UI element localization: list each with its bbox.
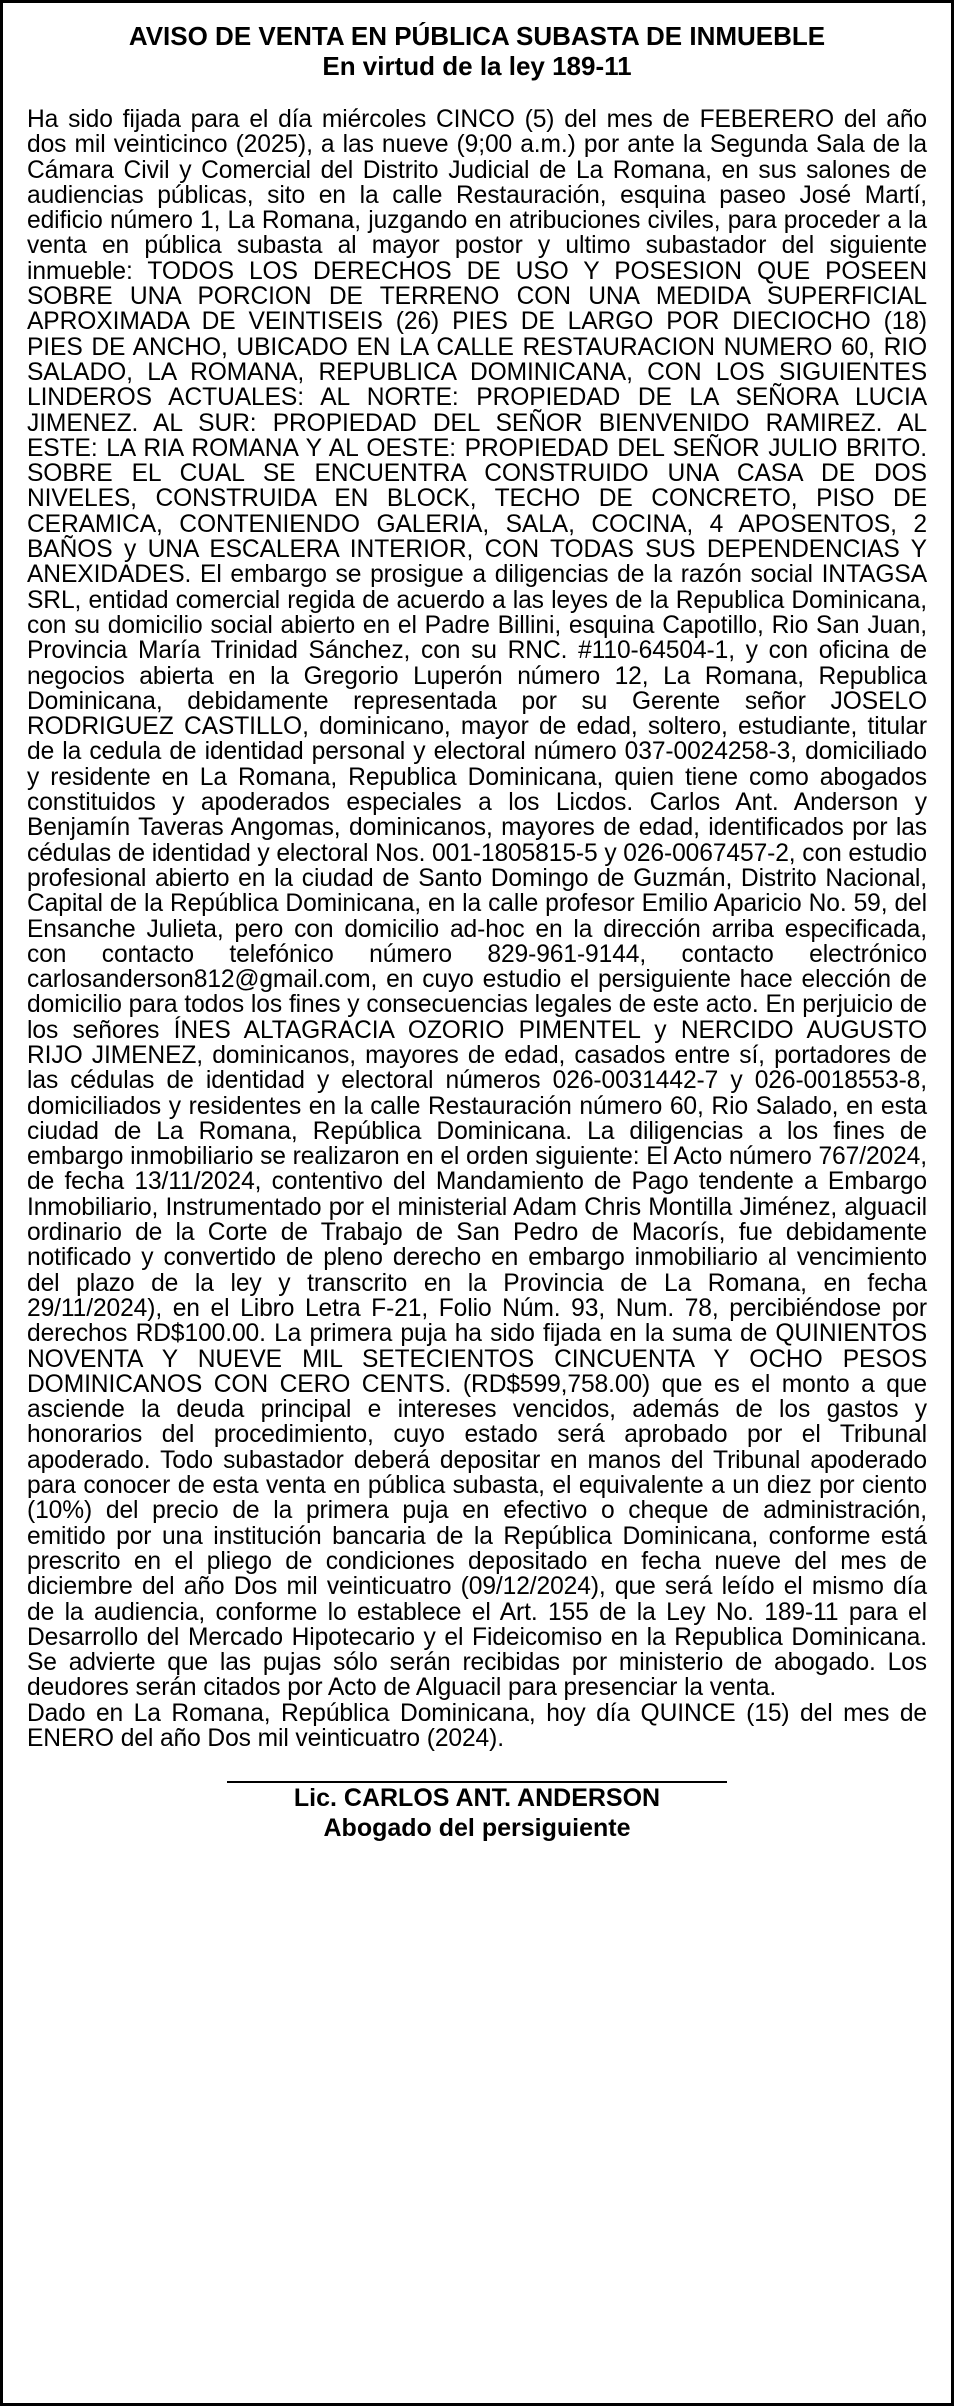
- signature-block: [27, 1781, 927, 1843]
- signature-role: Abogado del persiguiente: [323, 1814, 631, 1843]
- notice-title: AVISO DE VENTA EN PÚBLICA SUBASTA DE INMUEBLE: [128, 21, 826, 51]
- notice-subtitle: En virtud de la ley 189-11: [322, 51, 632, 81]
- notice-paragraph-date: Dado en La Romana, República Dominicana, hoy día QUINCE (15) del mes de ENERO del año Dos mil veinticuatro (2024).: [27, 1699, 927, 1752]
- notice-body: [27, 107, 927, 1751]
- notice-heading: [27, 21, 927, 81]
- signature-name: Lic. CARLOS ANT. ANDERSON: [293, 1784, 661, 1813]
- notice-paragraph-main: Ha sido fijada para el día miércoles CINCO (5) del mes de FEBERERO del año dos mil veinticinco (2025), a las nueve (9;00 a.m.) por ante la Segunda Sala de la Cámara Civil y Comercial del Distrito Judicial de La Romana, en sus salones de audiencias públicas, sito en la calle Restauración, esquina paseo José Martí, edificio número 1, La Romana, juzgando en atribuciones civiles, para proceder a la venta en pública subasta al mayor postor y ultimo subastador del siguiente inmueble: TODOS LOS DERECHOS DE USO Y POSESION QUE POSEEN SOBRE UNA PORCION DE TERRENO CON UNA MEDIDA SUPERFICIAL APROXIMADA DE VEINTISEIS (26) PIES DE LARGO POR DIECIOCHO (18) PIES DE ANCHO, UBICADO EN LA CALLE RESTAURACION NUMERO 60, RIO SALADO, LA ROMANA, REPUBLICA DOMINICANA, CON LOS SIGUIENTES LINDEROS ACTUALES: AL NORTE: PROPIEDAD DE LA SEÑORA LUCIA JIMENEZ. AL SUR: PROPIEDAD DEL SEÑOR BIENVENIDO RAMIREZ. AL ESTE: LA RIA ROMANA Y AL OESTE: PROPIEDAD DEL SEÑOR JULIO BRITO. SOBRE EL CUAL SE ENCUENTRA CONSTRUIDO UNA CASA DE DOS NIVELES, CONSTRUIDA EN BLOCK, TECHO DE CONCRETO, PISO DE CERAMICA, CONTENIENDO GALERIA, SALA, COCINA, 4 APOSENTOS, 2 BAÑOS y UNA ESCALERA INTERIOR, CON TODAS SUS DEPENDENCIAS Y ANEXIDADES. El embargo se prosigue a diligencias de la razón social INTAGSA SRL, entidad comercial regida de acuerdo a las leyes de la Republica Dominicana, con su domicilio social abierto en el Padre Billini, esquina Capotillo, Rio San Juan, Provincia María Trinidad Sánchez, con su RNC. #110-64504-1, y con oficina de negocios abierta en la Gregorio Luperón número 12, La Romana, Republica Dominicana, debidamente representada por su Gerente señor JOSELO RODRIGUEZ CASTILLO, dominicano, mayor de edad, soltero, estudiante, titular de la cedula de identidad personal y electoral número 037-0024258-3, domiciliado y residente en La Romana, Republica Dominicana, quien tiene como abogados constituidos y apoderados especiales a los Licdos. Carlos Ant. Anderson y Benjamín Taveras Angomas, dominicanos, mayores de edad, identificados por las cédulas de identidad y electoral Nos. 001-1805815-5 y 026-0067457-2, con estudio profesional abierto en la ciudad de Santo Domingo de Guzmán, Distrito Nacional, Capital de la República Dominicana, en la calle profesor Emilio Aparicio No. 59, del Ensanche Julieta, pero con domicilio ad-hoc en la dirección arriba especificada, con contacto telefónico número 829-961-9144, contacto electrónico carlosanderson812@gmail.com, en cuyo estudio el persiguiente hace elección de domicilio para todos los fines y consecuencias legales de este acto. En perjuicio de los señores ÍNES ALTAGRACIA OZORIO PIMENTEL y NERCIDO AUGUSTO RIJO JIMENEZ, dominicanos, mayores de edad, casados entre sí, portadores de las cédulas de identidad y electoral números 026-0031442-7 y 026-0018553-8, domiciliados y residentes en la calle Restauración número 60, Rio Salado, en esta ciudad de La Romana, República Dominicana. La diligencias a los fines de embargo inmobiliario se realizaron en el orden siguiente: El Acto número 767/2024, de fecha 13/11/2024, contentivo del Mandamiento de Pago tendente a Embargo Inmobiliario, Instrumentado por el ministerial Adam Chris Montilla Jiménez, alguacil ordinario de la Corte de Trabajo de San Pedro de Macorís, fue debidamente notificado y convertido de pleno derecho en embargo inmobiliario al vencimiento del plazo de la ley y transcrito en la Provincia de La Romana, en fecha 29/11/2024), en el Libro Letra F-21, Folio Núm. 93, Num. 78, percibiéndose por derechos RD$100.00. La primera puja ha sido fijada en la suma de QUINIENTOS NOVENTA Y NUEVE MIL SETECIENTOS CINCUENTA Y OCHO PESOS DOMINICANOS CON CERO CENTS. (RD$599,758.00) que es el monto a que asciende la deuda principal e intereses vencidos, además de los gastos y honorarios del procedimiento, cuyo estado será aprobado por el Tribunal apoderado. Todo subastador deberá depositar en manos del Tribunal apoderado para conocer de esta venta en pública subasta, el equivalente a un diez por ciento (10%) del precio de la primera puja en efectivo o cheque de administración, emitido por una institución bancaria de la República Dominicana, conforme está prescrito en el pliego de condiciones depositado en fecha nueve del mes de diciembre del año Dos mil veinticuatro (09/12/2024), que será leído el mismo día de la audiencia, conforme lo establece el Art. 155 de la Ley No. 189-11 para el Desarrollo del Mercado Hipotecario y el Fideicomiso en la Republica Dominicana. Se advierte que las pujas sólo serán recibidas por ministerio de abogado. Los deudores serán citados por Acto de Alguacil para presenciar la venta.: [27, 106, 927, 1702]
